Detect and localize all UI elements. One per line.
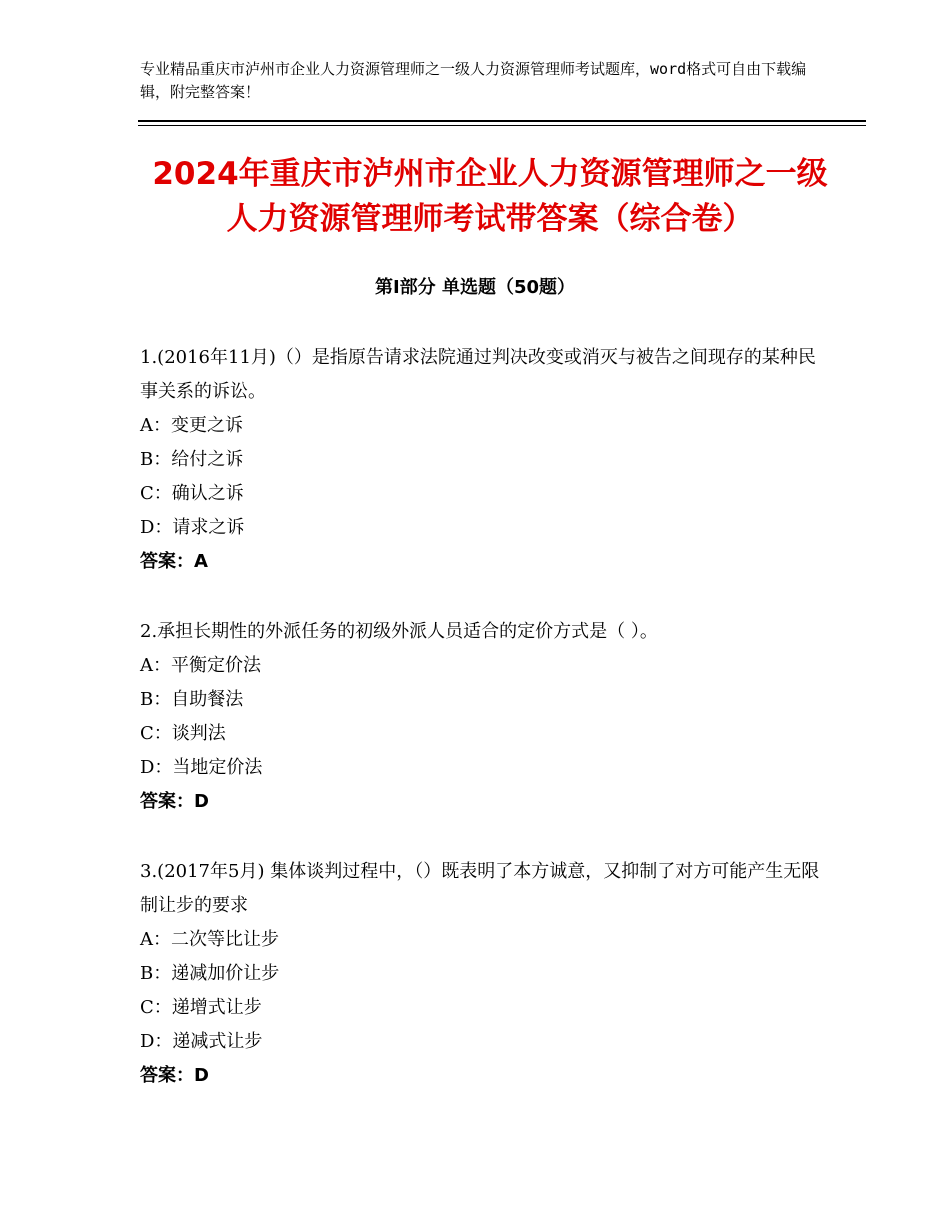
- option-d: D：当地定价法: [140, 757, 263, 778]
- header-divider-thick: [138, 120, 866, 122]
- section-title: 第Ⅰ部分 单选题（50题）: [374, 277, 575, 298]
- option-c: C：确认之诉: [140, 483, 244, 504]
- option-a: A：变更之诉: [140, 415, 243, 436]
- option-b: B：自助餐法: [140, 689, 244, 710]
- document-title: 2024年重庆市泸州市企业人力资源管理师之一级人力资源管理师考试带答案（综合卷）: [152, 156, 828, 237]
- option-b: B：递减加价让步: [140, 963, 280, 984]
- option-c: C：递增式让步: [140, 997, 262, 1018]
- question-text: 1.(2016年11月)（）是指原告请求法院通过判决改变或消灭与被告之间现存的某种民事关系的诉讼。: [140, 347, 816, 402]
- header-divider-thin: [138, 125, 866, 126]
- question-text: 2.承担长期性的外派任务的初级外派人员适合的定价方式是（ ）。: [140, 621, 658, 642]
- option-a: A：二次等比让步: [140, 929, 279, 950]
- header-note: 专业精品重庆市泸州市企业人力资源管理师之一级人力资源管理师考试题库，word格式可自由下载编辑，附完整答案！: [140, 60, 807, 101]
- question-list: [140, 341, 820, 1129]
- question-3: [140, 855, 820, 1093]
- question-2: [140, 615, 820, 819]
- question-1: [140, 341, 820, 579]
- option-d: D：递减式让步: [140, 1031, 263, 1052]
- option-a: A：平衡定价法: [140, 655, 261, 676]
- answer: 答案：D: [140, 1065, 209, 1086]
- answer: 答案：D: [140, 791, 209, 812]
- option-d: D：请求之诉: [140, 517, 245, 538]
- option-b: B：给付之诉: [140, 449, 244, 470]
- answer: 答案：A: [140, 551, 208, 572]
- question-text: 3.(2017年5月) 集体谈判过程中，（）既表明了本方诚意，又抑制了对方可能产生无限制让步的要求: [140, 861, 820, 916]
- option-c: C：谈判法: [140, 723, 226, 744]
